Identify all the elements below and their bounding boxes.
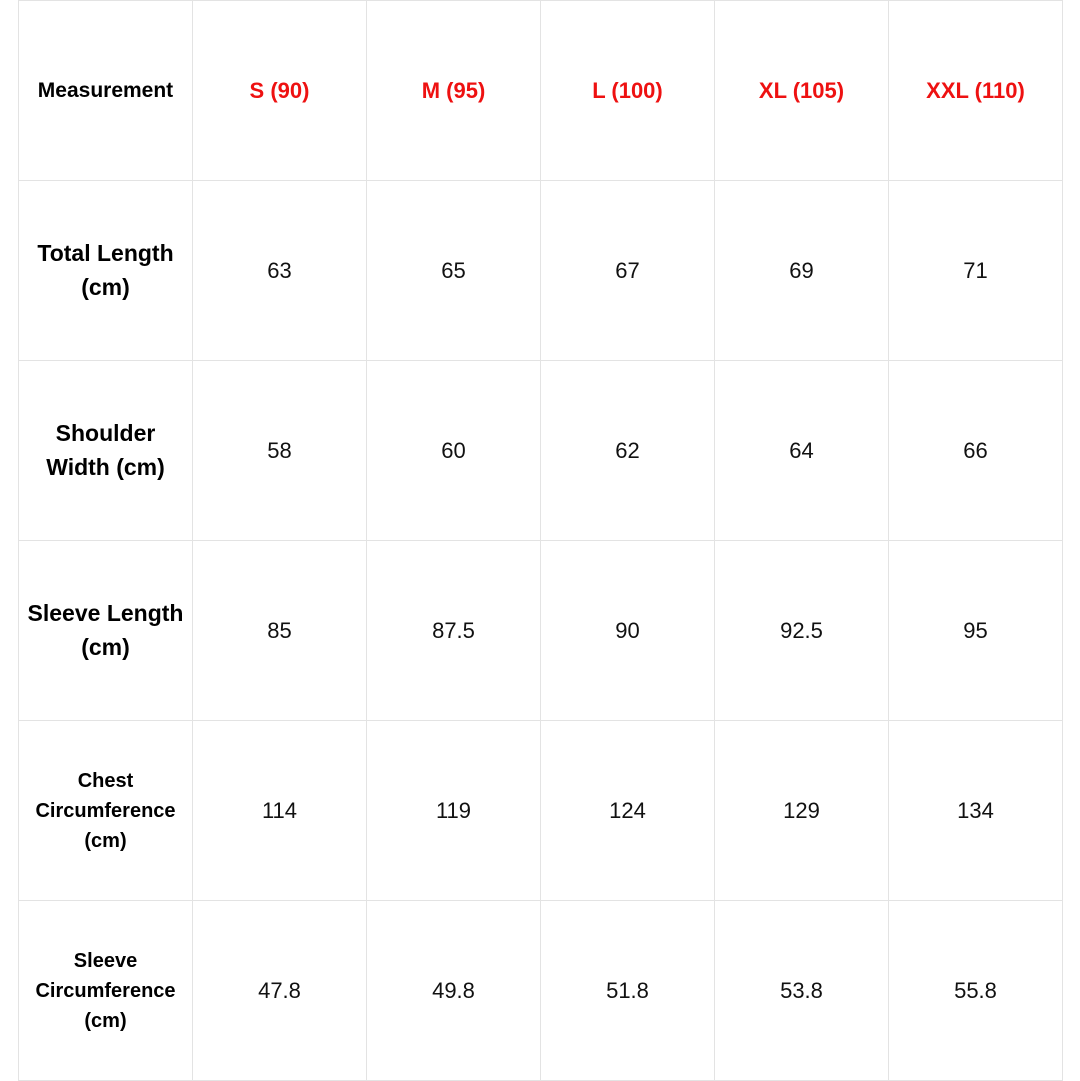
row-label-shoulder-width: Shoulder Width (cm)	[19, 361, 193, 541]
table-cell: 119	[367, 721, 541, 901]
row-label-total-length: Total Length (cm)	[19, 181, 193, 361]
table-row	[19, 721, 1063, 901]
table-cell: 90	[541, 541, 715, 721]
table-cell: 51.8	[541, 901, 715, 1081]
row-label-sleeve-circumference: Sleeve Circumference (cm)	[19, 901, 193, 1081]
table-cell: 65	[367, 181, 541, 361]
size-header-xl: XL (105)	[715, 1, 889, 181]
table-cell: 67	[541, 181, 715, 361]
header-row	[19, 1, 1063, 181]
table-cell: 114	[193, 721, 367, 901]
table-cell: 62	[541, 361, 715, 541]
size-header-m: M (95)	[367, 1, 541, 181]
table-row	[19, 181, 1063, 361]
table-cell: 66	[889, 361, 1063, 541]
row-label-chest-circumference: Chest Circumference (cm)	[19, 721, 193, 901]
size-header-l: L (100)	[541, 1, 715, 181]
size-header-xxl: XXL (110)	[889, 1, 1063, 181]
table-cell: 92.5	[715, 541, 889, 721]
table-cell: 49.8	[367, 901, 541, 1081]
table-cell: 69	[715, 181, 889, 361]
table-cell: 129	[715, 721, 889, 901]
table-cell: 58	[193, 361, 367, 541]
table-cell: 55.8	[889, 901, 1063, 1081]
table-cell: 134	[889, 721, 1063, 901]
size-chart-table	[18, 0, 1063, 1081]
table-row	[19, 361, 1063, 541]
table-row	[19, 541, 1063, 721]
table-cell: 71	[889, 181, 1063, 361]
table-cell: 63	[193, 181, 367, 361]
table-row	[19, 901, 1063, 1081]
table-cell: 53.8	[715, 901, 889, 1081]
table-cell: 47.8	[193, 901, 367, 1081]
row-label-sleeve-length: Sleeve Length (cm)	[19, 541, 193, 721]
size-header-s: S (90)	[193, 1, 367, 181]
table-cell: 85	[193, 541, 367, 721]
table-cell: 124	[541, 721, 715, 901]
measurement-header: Measurement	[19, 1, 193, 181]
table-cell: 87.5	[367, 541, 541, 721]
table-cell: 60	[367, 361, 541, 541]
table-cell: 95	[889, 541, 1063, 721]
table-cell: 64	[715, 361, 889, 541]
